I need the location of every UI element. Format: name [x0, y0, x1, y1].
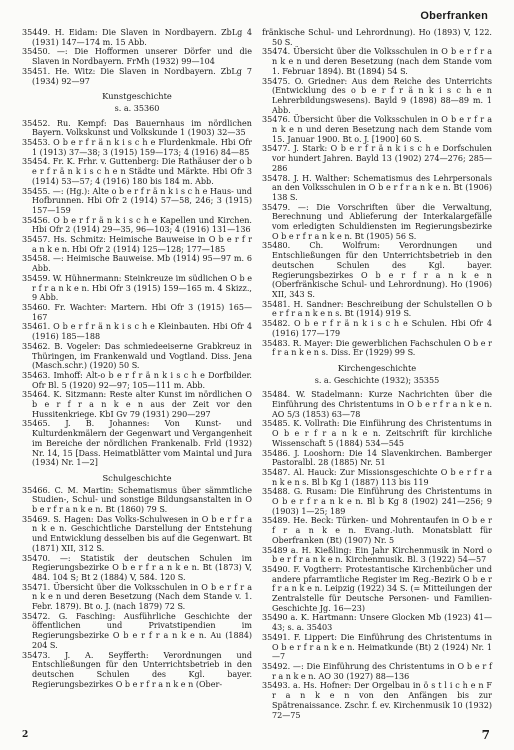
right-bibliography-entry: 35492. —: Die Einführung des Christentums in O b e r f r a n k e n. AO 30 (1927) 88—136	[262, 662, 492, 681]
left-bibliography-entry: 35465. J. B. Johannes: Von Kunst- und Kulturdenkmälern der Gegenwart und Vergangenheit im Bereiche der nördlichen Frankenalb. Frld (1932) Nr. 14, 15 [Dass. Heimatblätter vom Maintal und Jura (1934) Nr. 1—2]	[22, 419, 252, 468]
right-column	[262, 28, 492, 720]
left-section-heading: Schulgeschichte	[102, 472, 172, 483]
left-bibliography-entry: 35464. K. Sitzmann: Reste alter Kunst im nördlichen O b e r f r a n k e n aus der Zeit vor den Hussitenkriege. KbI Gv 79 (1931) 290—297	[22, 390, 252, 419]
right-bibliography-entry: 35490. F. Vogtherr: Protestantische Kirchenbücher und andere pfarramtliche Register im Reg.-Bezirk O b e r f r a n k e n. Leipzig (1922) 34 S. (= Mitteilungen der Zentralstelle für Deutsche Personen- und Familien-Geschichte Jg. 16—23)	[262, 564, 492, 613]
right-bibliography-entry: 35493. a. Hs. Hofner: Der Orgelbau in ö s t l i c h e n F r a n k e n von den Anfängen bis zur Spätrenaissance. Zschr. f. ev. Kirchenmusik 10 (1932) 72—75	[262, 681, 492, 720]
left-bibliography-entry: 35472. G. Fasching: Ausführliche Geschichte der öffentlichen und Privatstipendien im Regierungsbezirke O b e r f r a n k e n. Au (1884) 204 S.	[22, 611, 252, 650]
right-bibliography-entry: 35479. —: Die Vorschriften über die Verwaltung, Berechnung und Ablieferung der Interkalargefälle vom erledigten Schuldiensten im Regierungsbezirke O b e r f r a n k e n. Bt (1905) 56 S.	[262, 202, 492, 241]
left-section-heading: Kunstgeschichte	[102, 91, 172, 102]
left-bibliography-entry: 35471. Übersicht über die Volksschulen in O b e r f r a n k e n und deren Besetzung (Nach dem Stande v. 1. Febr. 1879). Bt o. J. (nach 1879) 72 S.	[22, 582, 252, 612]
right-bibliography-entry: 35488. G. Rusam: Die Einführung des Christentums in O b e r f r a n k e n. Bl b Kg 8 (1902) 241—256; 9 (1903) 1—25; 189	[262, 487, 492, 516]
right-bibliography-entry: 35490 a. K. Hartmann: Unsere Glocken Mb (1923) 41—43; s. a. 35403	[262, 613, 492, 633]
footer-mark: 2	[22, 730, 29, 740]
right-bibliography-entry: 35474. Übersicht über die Volksschulen in O b e r f r a n k e n und deren Besetzung (nach dem Stande vom 1. Februar 1894). Bt (1894) 54 S.	[262, 47, 492, 76]
left-bibliography-entry: 35459. W. Hühnermann: Steinkreuze im südlichen O b e r f r a n k e n. Hbi Ofr 3 (1915) 159—165 m. 4 Skizz., 9 Abb.	[22, 273, 252, 303]
left-bibliography-entry: 35458. —: Heimische Bauweise. Mb (1914) 95—97 m. 6 Abb.	[22, 254, 252, 274]
page-number: 7	[481, 728, 490, 742]
left-bibliography-entry: 35473. J. A. Seyfferth: Verordnungen und Entschließungen für den Unterrichtsbetrieb in den deutschen Schulen des Kgl. bayer. Regierungsbezirkes O b e r f r a n k e n (Ober-	[22, 650, 252, 689]
right-bibliography-entry: 35478. J. H. Walther: Schematismus des Lehrpersonals an den Volksschulen in O b e r f r a n k e n. Bt (1906) 138 S.	[262, 173, 492, 202]
right-section-heading: Kirchengeschichte	[337, 362, 417, 373]
right-bibliography-entry: 35483. R. Mayer: Die gewerblichen Fachschulen O b e r f r a n k e n s. Diss. Er (1929) 99 S.	[262, 338, 492, 358]
left-bibliography-entry: 35455. —: (Hg.): Alte o b e r f r ä n k i s c h e Haus- und Hofbrunnen. Hbi Ofr 2 (1914) 57—58, 246; 3 (1915) 157—159	[22, 186, 252, 215]
right-bibliography-entry: 35485. K. Vollrath: Die Einführung des Christentums in O b e r f r a n k e n. Zeitschrift für kirchliche Wissenschaft 5 (1884) 534—545	[262, 419, 492, 448]
right-bibliography-entry: 35491. F. Lippert: Die Einführung des Christentums in O b e r f r a n k e n. Heimatkunde (Bt) 2 (1924) Nr. 1—7	[262, 632, 492, 662]
right-bibliography-entry: 35486. J. Looshorn: Die 14 Slavenkirchen. Bamberger Pastoralbl. 28 (1885) Nr. 51	[262, 448, 492, 468]
left-bibliography-entry: 35470. —: Statistik der deutschen Schulen im Regierungsbezirke O b e r f r a n k e n. Bt (1873) V, 484. 104 S; Bt 2 (1884) V, 584. 120 S.	[22, 553, 252, 582]
right-bibliography-entry: 35480. Ch. Wolfrum: Verordnungen und Entschließungen für den Unterrichtsbetrieb in den deutschen Schulen des Kgl. bayer. Regierungsbezirkes O b e r f r a n k e n (Oberfränkische Schul- und Lehrordnung). Ho (1906) XII, 343 S.	[262, 241, 492, 299]
right-bibliography-entry: 35481. H. Sandner: Beschreibung der Schulstellen O b e r f r a n k e n s. Bt (1914) 919 S.	[262, 299, 492, 319]
left-bibliography-entry: 35452. Ru. Kempf: Das Bauernhaus im nördlichen Bayern. Volkskunst und Volkskunde 1 (1903) 32—35	[22, 118, 252, 138]
left-bibliography-entry: 35454. Fr. K. Frhr. v. Guttenberg: Die Rathäuser der o b e r f r ä n k i s c h e n Städte und Märkte. Hbi Ofr 3 (1914) 53—57; 4 (1916) 180 bis 184 m. Abb.	[22, 157, 252, 186]
left-bibliography-entry: 35457. Hs. Schmitz: Heimische Bauweise in O b e r f r a n k e n. Hbi Ofr 2 (1914) 125—128; 177—185	[22, 235, 252, 254]
left-column	[22, 28, 252, 689]
left-bibliography-entry: 35461. O b e r f r ä n k i s c h e Kleinbauten. Hbi Ofr 4 (1916) 185—188	[22, 322, 252, 342]
left-bibliography-entry: 35469. S. Hagen: Das Volks-Schulwesen in O b e r f r a n k e n. Geschichtliche Darstellung der Entstehung und Entwicklung desselben bis auf die Gegenwart. Bt (1871) XII, 312 S.	[22, 514, 252, 553]
running-header: Oberfranken	[420, 10, 488, 22]
right-section-crossref: s. a. Geschichte (1932); 35355	[314, 375, 440, 385]
right-bibliography-entry: 35475. O. Griedner: Aus dem Reiche des Unterrichts (Entwicklung des o b e r f r ä n k i s c h e n Lehrerbildungswesens). Bayld 9 (1898) 88—89 m. 1 Abb.	[262, 76, 492, 115]
left-bibliography-entry: 35466. C. M. Martin: Schematismus über sämmtliche Studien-, Schul- und sonstige Bildungsanstalten in O b e r f r a n k e n. Bt (1860) 79 S.	[22, 485, 252, 515]
right-bibliography-entry: 35489. He. Beck: Türken- und Mohrentaufen in O b e r f r a n k e n. Evang.-luth. Monatsblatt für Oberfranken (Bt) (1907) Nr. 5	[262, 516, 492, 545]
left-bibliography-entry: 35462. B. Vogeler: Das schmiedeeiserne Grabkreuz in Thüringen, im Frankenwald und Vogtland. Diss. Jena (Masch.schr.) (1920) 50 S.	[22, 341, 252, 371]
left-bibliography-entry: 35450. —: Die Hofformen unserer Dörfer und die Slaven in Nordbayern. FrMh (1932) 99—104	[22, 47, 252, 67]
left-section-crossref: s. a. 35360	[114, 103, 160, 113]
left-bibliography-entry: 35456. O b e r f r ä n k i s c h e Kapellen und Kirchen. Hbi Ofr 2 (1914) 29—35, 96—103; 4 (1916) 131—136	[22, 215, 252, 235]
right-bibliography-entry: 35489 a. H. Kießling: Ein Jahr Kirchenmusik in Nord o b e r f r a n k e n. Kirchenmusik. Bl. 3 (1922) 54—57	[262, 545, 492, 565]
right-bibliography-entry: fränkische Schul- und Lehrordnung). Ho (1893) V, 122. 50 S.	[262, 28, 492, 47]
right-bibliography-entry: 35484. W. Stadelmann: Kurze Nachrichten über die Einführung des Christentums in O b e r f r a n k e n. AO 5/3 (1853) 63—78	[262, 390, 492, 419]
left-bibliography-entry: 35453. O b e r f r ä n k i s c h e Flurdenkmale. Hbi Ofr 1 (1913) 37—38; 3 (1915) 159—173; 4 (1916) 84—85	[22, 138, 252, 157]
left-bibliography-entry: 35451. He. Witz: Die Slaven in Nordbayern. ZbLg 7 (1934) 92—97	[22, 66, 252, 86]
left-bibliography-entry: 35449. H. Eidam: Die Slaven in Nordbayern. ZbLg 4 (1931) 147—174 m. 15 Abb.	[22, 28, 252, 47]
right-bibliography-entry: 35476. Übersicht über die Volksschulen in O b e r f r a n k e n und deren Besetzung nach dem Stande vom 15. Januar 1900. Bt o. J. [1900] 60 S.	[262, 115, 492, 144]
right-bibliography-entry: 35482. O b e r f r ä n k i s c h e Schulen. Hbi Ofr 4 (1916) 177—179	[262, 319, 492, 338]
left-bibliography-entry: 35463. Imhoff: Alt-o b e r f r ä n k i s c h e Dorfbilder. Ofr Bl. 5 (1920) 92—97; 105—111 m. Abb.	[22, 370, 252, 390]
right-bibliography-entry: 35477. J. Stark: O b e r f r ä n k i s c h e Dorfschulen vor hundert Jahren. Bayld 13 (1902) 274—276; 285—286	[262, 144, 492, 173]
right-bibliography-entry: 35487. Al. Hauck: Zur Missionsgeschichte O b e r f r a n k e n s. Bl b Kg 1 (1887) 113 bis 119	[262, 467, 492, 487]
left-bibliography-entry: 35460. Fr. Wachter: Martern. Hbi Ofr 3 (1915) 165—167	[22, 302, 252, 322]
